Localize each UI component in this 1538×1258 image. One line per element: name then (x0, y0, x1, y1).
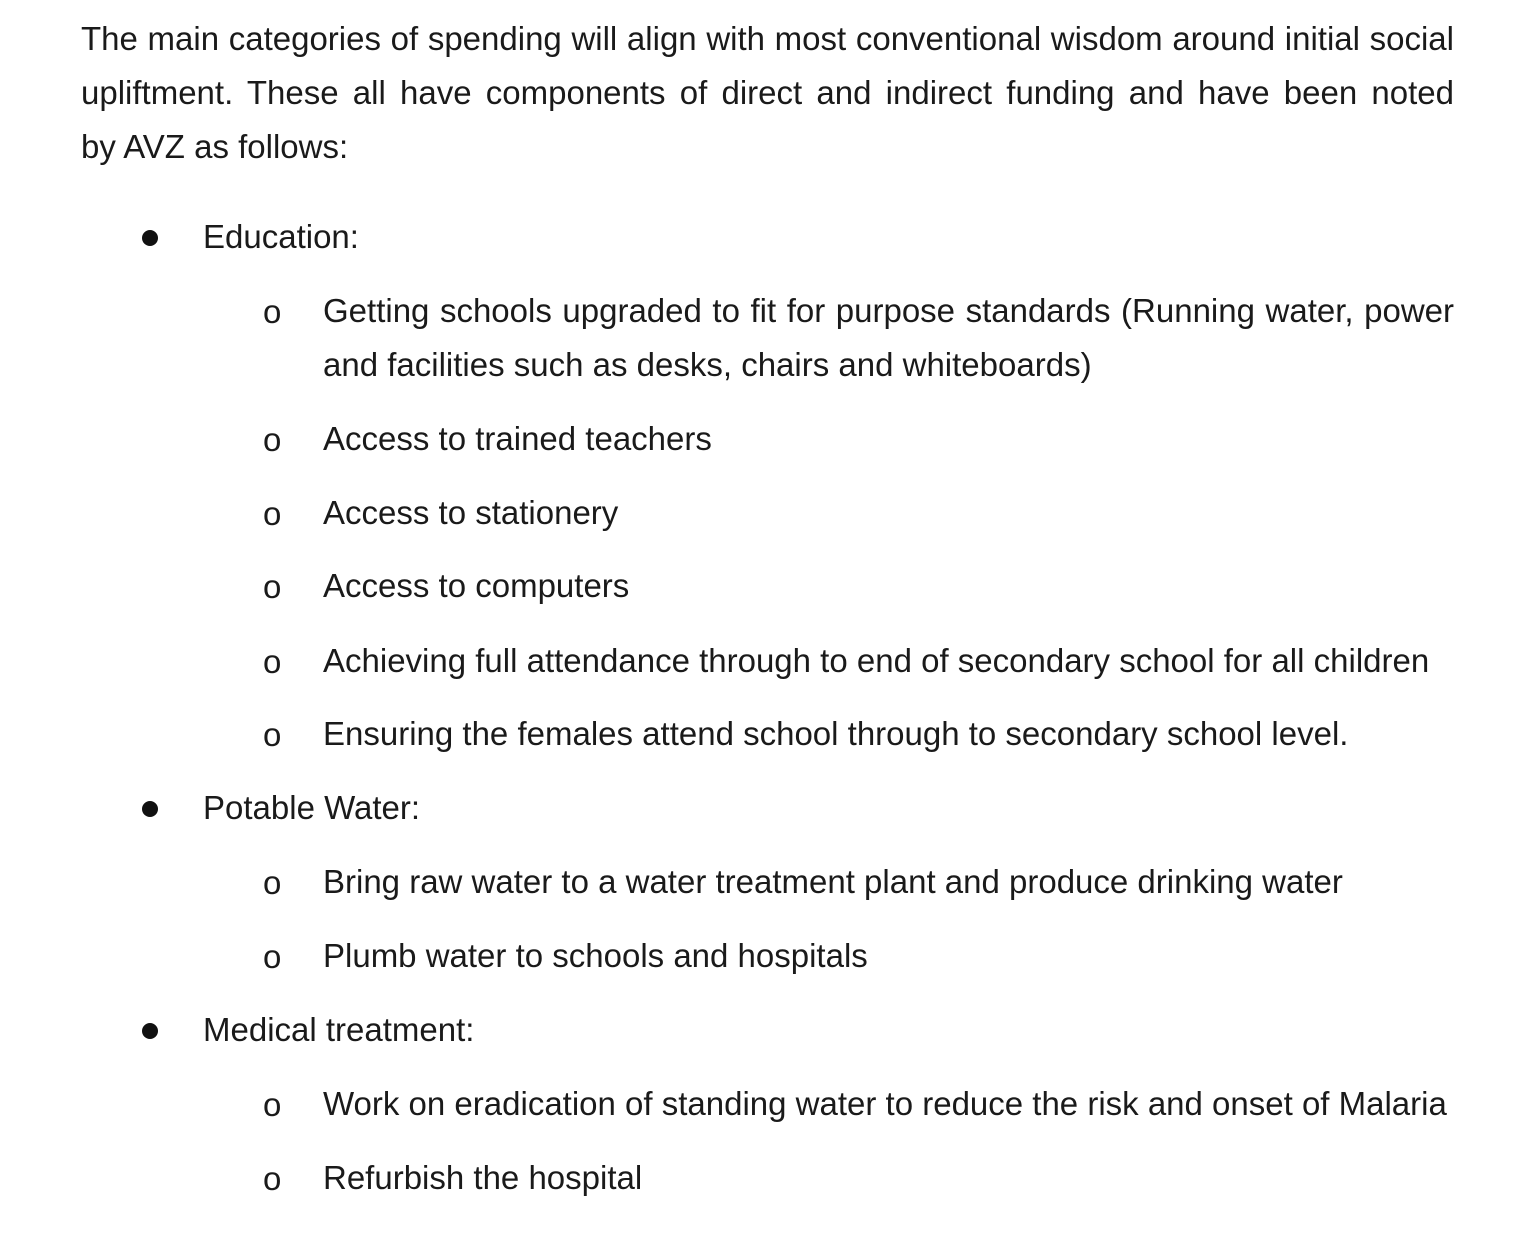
list-item: Ensuring the females attend school through to secondary school level. (323, 715, 1349, 752)
list-item: Plumb water to schools and hospitals (323, 937, 868, 974)
sub-bullet-circle-icon: o (263, 1086, 282, 1123)
section-heading-potable-water: Potable Water: (203, 789, 421, 826)
list-item: Access to trained teachers (323, 420, 712, 457)
section-heading-medical-treatment: Medical treatment: (203, 1011, 475, 1048)
sub-bullet-circle-icon: o (263, 716, 282, 753)
sub-bullet-circle-icon: o (263, 864, 282, 901)
sub-bullet-circle-icon: o (263, 421, 282, 458)
sub-bullet-circle-icon: o (263, 1160, 282, 1197)
intro-line-3: by AVZ as follows: (81, 128, 349, 165)
intro-paragraph (81, 12, 1454, 174)
list-item: Access to computers (323, 567, 630, 604)
list-item: Access to stationery (323, 494, 619, 531)
intro-line-2: upliftment. These all have components of direct and indirect funding and have been noted (81, 74, 1454, 111)
list-item: Bring raw water to a water treatment plant and produce drinking water (323, 863, 1343, 900)
bullet-dot-icon (142, 801, 158, 817)
sub-bullet-circle-icon: o (263, 293, 282, 330)
list-item: Work on eradication of standing water to reduce the risk and onset of Malaria (323, 1085, 1447, 1122)
list-item: Getting schools upgraded to fit for purpose standards (Running water, power and facilities such as desks, chairs and whiteboards) (323, 292, 1454, 383)
sub-bullet-circle-icon: o (263, 643, 282, 680)
list-item: Refurbish the hospital (323, 1159, 643, 1196)
sub-bullet-circle-icon: o (263, 495, 282, 532)
sub-bullet-circle-icon: o (263, 938, 282, 975)
intro-line-1: The main categories of spending will align with most conventional wisdom around initial social (81, 20, 1454, 57)
bullet-dot-icon (142, 1023, 158, 1039)
bullet-dot-icon (142, 230, 158, 246)
section-heading-education: Education: (203, 218, 359, 255)
list-item: Achieving full attendance through to end of secondary school for all children (323, 642, 1430, 679)
sub-bullet-circle-icon: o (263, 568, 282, 605)
